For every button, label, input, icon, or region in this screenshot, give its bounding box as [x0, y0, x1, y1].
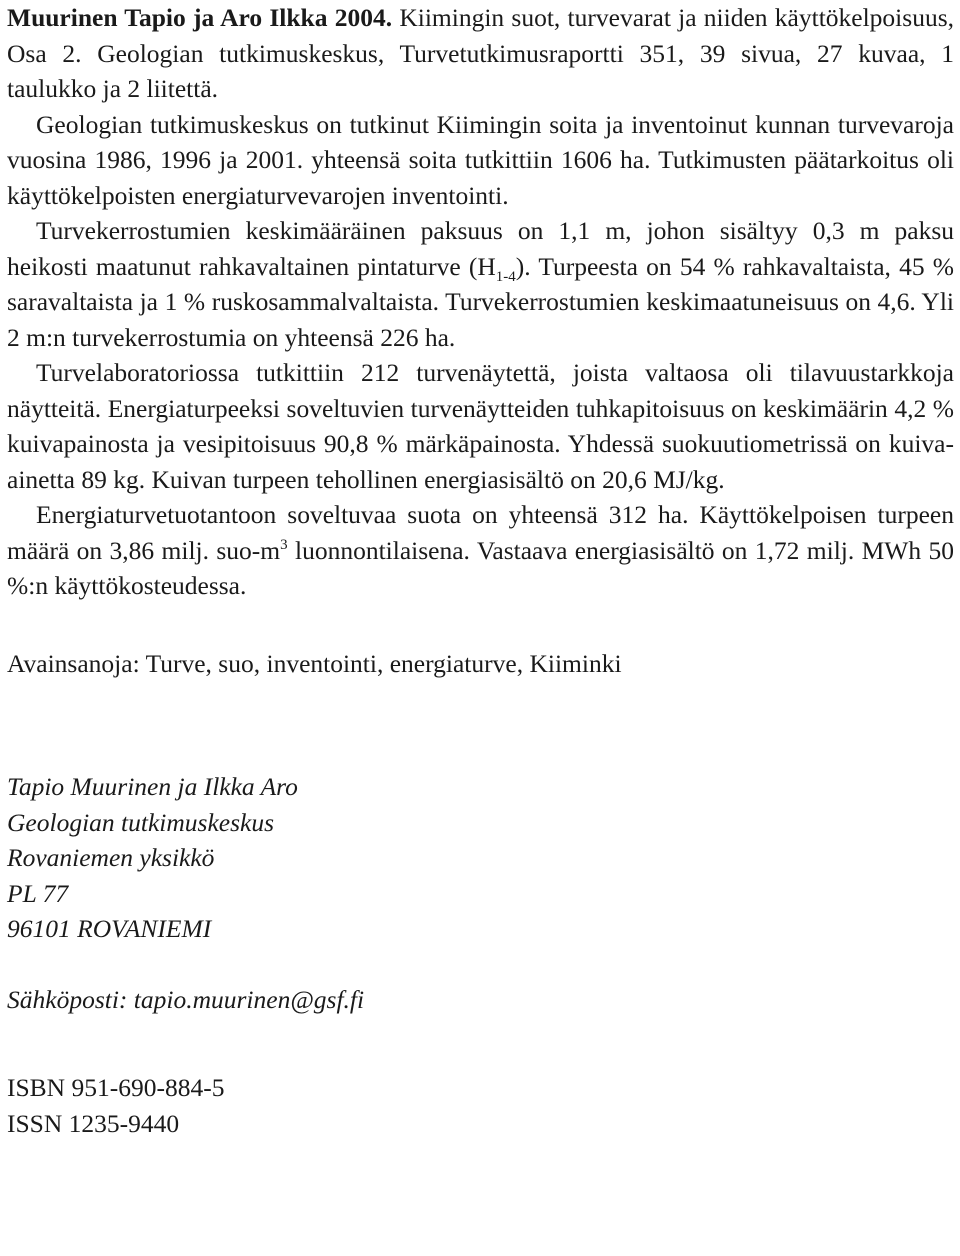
author-names: Tapio Muurinen ja Ilkka Aro — [7, 772, 298, 801]
abstract-paragraph-4-part-b: luonnontilaisena. Vastaava energiasisältö on 1,72 milj. MWh 50 %:n käyttökosteudessa. — [7, 535, 954, 600]
keywords-line: Avainsanoja: Turve, suo, inventointi, energiaturve, Kiiminki — [7, 648, 622, 678]
bibliographic-reference — [7, 0, 954, 107]
cubic-superscript: 3 — [280, 536, 288, 553]
author-address-block — [7, 769, 954, 947]
abstract-paragraph-2 — [7, 213, 954, 355]
email-line: Sähköposti: tapio.muurinen@gsf.fi — [7, 984, 365, 1014]
abstract-paragraph-3: Turvelaboratoriossa tutkittiin 212 turvenäytettä, joista valtaosa oli tilavuustarkkoja näytteitä. Energiaturpeeksi soveltuvien turvenäytteiden tuhkapitoisuus on keskimäärin 4,2 % kuivapainosta ja vesipitoisuus 90,8 % märkäpainosta. Yhdessä suokuutiometrissä on kuiva-ainetta 89 kg. Kuivan turpeen tehollinen energiasisältö on 20,6 MJ/kg. — [7, 358, 954, 494]
abstract-paragraph-4 — [7, 497, 954, 604]
author-postal-city: 96101 ROVANIEMI — [7, 914, 212, 943]
abstract-paragraph-4-part-a: Energiaturvetuotantoon soveltuvaa suota on yhteensä 312 ha. Käyttökelpoisen turpeen määrä on 3,86 milj. suo-m — [7, 500, 954, 565]
author-organization: Geologian tutkimuskeskus — [7, 807, 274, 837]
reference-details: Kiimingin suot, turvevarat ja niiden käyttökelpoisuus, Osa 2. Geologian tutkimuskeskus, Turvetutkimusraportti 351, 39 sivua, 27 kuvaa, 1 taulukko ja 2 liitettä. — [7, 3, 954, 103]
humification-subscript: 1-4 — [495, 268, 516, 285]
author-unit: Rovaniemen yksikkö — [7, 843, 215, 872]
author-po-box: PL 77 — [7, 878, 69, 908]
abstract-paragraph-2-part-a: Turvekerrostumien keskimääräinen paksuus on 1,1 m, johon sisältyy 0,3 m paksu heikosti maatunut rahkavaltainen pintaturve (H — [7, 216, 954, 281]
identifiers-block — [7, 1070, 954, 1141]
abstract-paragraph-2-part-b: ). Turpeesta on 54 % rahkavaltaista, 45 % saravaltaista ja 1 % ruskosammalvaltaista. Turvekerrostumien keskimaatuneisuus on 4,6. Yli 2 m:n turvekerrostumia on yhteensä 226 ha. — [7, 251, 954, 352]
document-page — [7, 0, 954, 1141]
reference-authors-year: Muurinen Tapio ja Aro Ilkka 2004. — [7, 3, 393, 32]
issn-number: ISSN 1235-9440 — [7, 1108, 180, 1138]
isbn-number: ISBN 951-690-884-5 — [7, 1073, 225, 1102]
abstract-paragraph-1: Geologian tutkimuskeskus on tutkinut Kiimingin soita ja inventoinut kunnan turvevaroja vuosina 1986, 1996 ja 2001. yhteensä soita tutkittiin 1606 ha. Tutkimusten päätarkoitus oli käyttökelpoisten energiaturvevarojen inventointi. — [7, 109, 954, 210]
